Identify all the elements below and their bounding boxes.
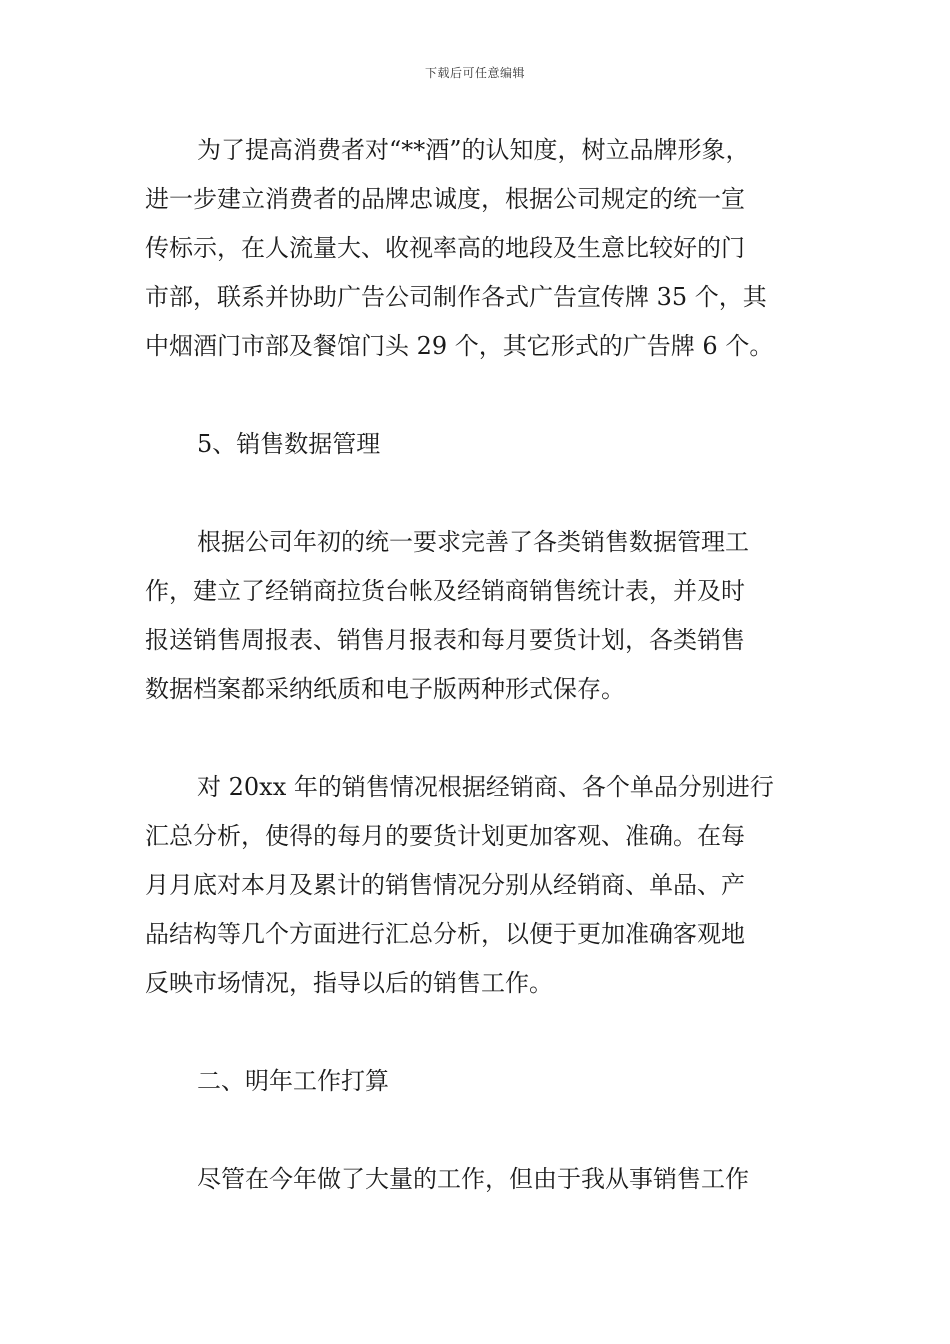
- paragraph-line: 传标示，在人流量大、收视率高的地段及生意比较好的门: [145, 234, 745, 262]
- document-body: [145, 126, 810, 1204]
- paragraph-line: 根据公司年初的统一要求完善了各类销售数据管理工: [197, 528, 749, 556]
- page-header: 下载后可任意编辑: [424, 66, 525, 80]
- paragraph-line: 市部，联系并协助广告公司制作各式广告宣传牌 35 个，其: [145, 283, 767, 311]
- paragraph-line: 尽管在今年做了大量的工作，但由于我从事销售工作: [197, 1165, 749, 1193]
- spacer: [145, 469, 810, 518]
- spacer: [145, 1008, 810, 1057]
- paragraph-line: 汇总分析，使得的每月的要货计划更加客观、准确。在每: [145, 822, 745, 850]
- paragraph-sales-analysis: [145, 763, 810, 1008]
- paragraph-line: 中烟酒门市部及餐馆门头 29 个，其它形式的广告牌 6 个。: [145, 332, 774, 360]
- paragraph-line: 品结构等几个方面进行汇总分析，以便于更加准确客观地: [145, 920, 745, 948]
- paragraph-line: 进一步建立消费者的品牌忠诚度，根据公司规定的统一宣: [145, 185, 745, 213]
- paragraph-line: 反映市场情况，指导以后的销售工作。: [145, 969, 553, 997]
- spacer: [145, 714, 810, 763]
- paragraph-line: 数据档案都采纳纸质和电子版两种形式保存。: [145, 675, 625, 703]
- spacer: [145, 371, 810, 420]
- paragraph-brand-advertising: [145, 126, 810, 371]
- paragraph-line: 对 20xx 年的销售情况根据经销商、各个单品分别进行: [197, 773, 774, 801]
- paragraph-line: 作，建立了经销商拉货台帐及经销商销售统计表，并及时: [145, 577, 745, 605]
- paragraph-line: 报送销售周报表、销售月报表和每月要货计划，各类销售: [145, 626, 745, 654]
- paragraph-sales-data-management: [145, 518, 810, 714]
- paragraph-next-year-intro: [145, 1155, 810, 1204]
- section-heading-sales-data: 5、销售数据管理: [197, 430, 381, 458]
- paragraph-line: 月月底对本月及累计的销售情况分别从经销商、单品、产: [145, 871, 745, 899]
- paragraph-line: 为了提高消费者对“**酒”的认知度，树立品牌形象，: [197, 136, 750, 164]
- spacer: [145, 1106, 810, 1155]
- section-heading-next-year-plan: 二、明年工作打算: [197, 1067, 389, 1095]
